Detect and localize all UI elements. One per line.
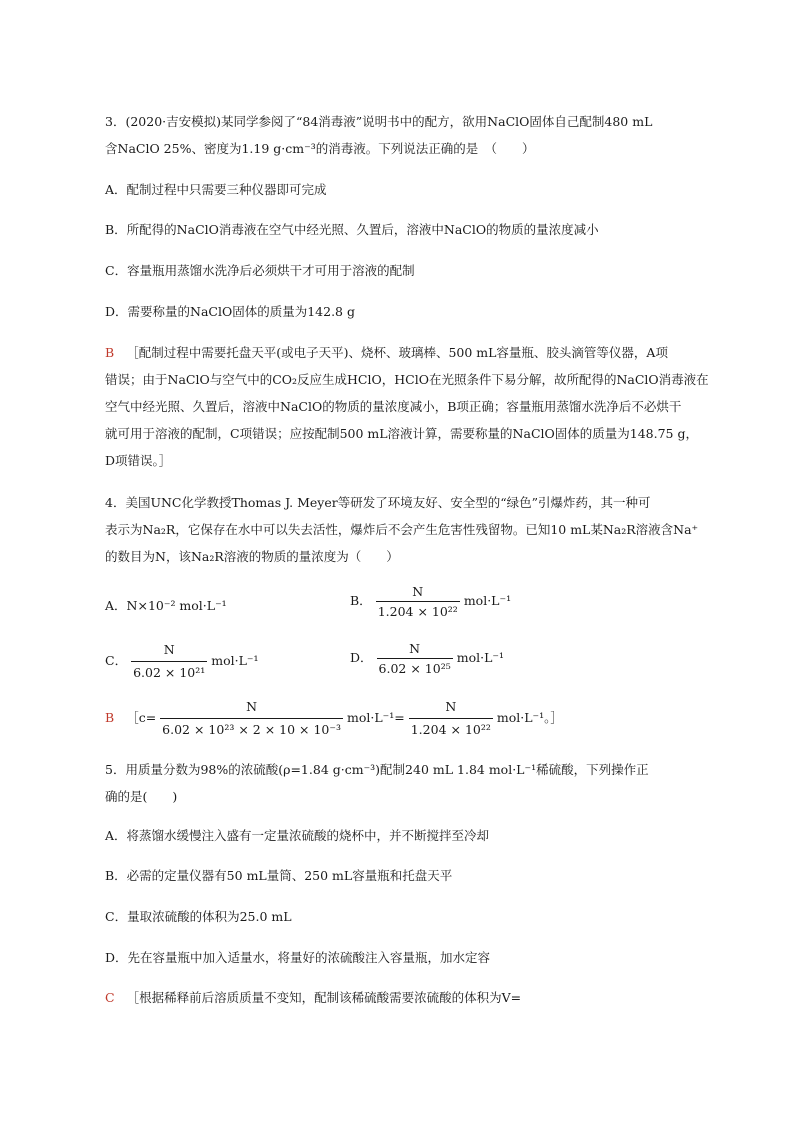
- q4-option-d-label: D．: [350, 650, 373, 665]
- q3-option-a: A．配制过程中只需要三种仪器即可完成: [105, 182, 327, 197]
- fraction-numerator: N: [131, 641, 207, 662]
- q4-option-d-fraction: [377, 641, 453, 676]
- fraction-denominator: 1.204 × 10²²: [410, 722, 491, 737]
- fraction-numerator: N: [377, 641, 453, 659]
- q4-exp-fraction1: [160, 698, 343, 739]
- q4-answer: B: [105, 710, 115, 725]
- fraction-denominator: 6.02 × 10²³ × 2 × 10 × 10⁻³: [162, 722, 341, 737]
- q3-option-c: C．容量瓶用蒸馏水洗净后必须烘干才可用于溶液的配制: [105, 263, 415, 278]
- q4-stem-line2: 表示为Na₂R，它保存在水中可以失去活性，爆炸后不会产生危害性残留物。已知10 mL某Na₂R溶液含Na⁺: [105, 522, 699, 537]
- q4-option-d: [350, 641, 504, 676]
- q3-answer: B: [105, 345, 115, 360]
- q4-option-a: A．N×10⁻² mol·L⁻¹: [105, 598, 227, 613]
- q3-stem-line1: 3．(2020·吉安模拟)某同学参阅了“84消毒液”说明书中的配方，欲用NaClO固体自己配制480 mL: [105, 114, 653, 129]
- q4-option-b: [350, 584, 511, 619]
- q4-stem-line1: 4．美国UNC化学教授Thomas J. Meyer等研发了环境友好、安全型的“绿色”引爆炸药，其一种可: [105, 495, 651, 510]
- q4-stem-line3: 的数目为N，该Na₂R溶液的物质的量浓度为（ ）: [105, 549, 399, 564]
- fraction-denominator: 6.02 × 10²⁵: [378, 661, 451, 676]
- fraction-denominator: 1.204 × 10²²: [377, 604, 458, 619]
- q5-explanation-line1: [105, 989, 521, 1007]
- unit-label: mol·L⁻¹: [456, 650, 504, 665]
- q4-exp-fraction2: [409, 698, 493, 739]
- q3-explanation-line4: 就可用于溶液的配制，C项错误；应按配制500 mL溶液计算，需要称量的NaClO固体的质量为148.75 g，: [105, 426, 698, 441]
- q5-option-c: C．量取浓硫酸的体积为25.0 mL: [105, 909, 292, 924]
- q4-option-c-fraction: [131, 641, 207, 682]
- q4-exp-suffix: mol·L⁻¹。］: [496, 710, 563, 725]
- q3-exp-text1: ［配制过程中需要托盘天平(或电子天平)、烧杯、玻璃棒、500 mL容量瓶、胶头滴管等仪器，A项: [126, 345, 668, 360]
- q5-answer: C: [105, 990, 115, 1005]
- q4-explanation: [105, 698, 563, 739]
- fraction-numerator: N: [376, 584, 460, 602]
- q3-option-b: B．所配得的NaClO消毒液在空气中经光照、久置后，溶液中NaClO的物质的量浓度减小: [105, 222, 599, 237]
- fraction-numerator: N: [409, 698, 493, 719]
- q3-option-d: D．需要称量的NaClO固体的质量为142.8 g: [105, 304, 355, 319]
- q5-option-a: A．将蒸馏水缓慢注入盛有一定量浓硫酸的烧杯中，并不断搅拌至冷却: [105, 828, 490, 843]
- q5-option-b: B．必需的定量仪器有50 mL量筒、250 mL容量瓶和托盘天平: [105, 868, 453, 883]
- q3-explanation-line1: [105, 344, 668, 362]
- q5-stem-line1: 5．用质量分数为98%的浓硫酸(ρ=1.84 g·cm⁻³)配制240 mL 1.84 mol·L⁻¹稀硫酸，下列操作正: [105, 762, 649, 777]
- fraction-numerator: N: [160, 698, 343, 719]
- q4-option-c: [105, 641, 259, 682]
- unit-label: mol·L⁻¹: [211, 653, 259, 668]
- q3-explanation-line3: 空气中经光照、久置后，溶液中NaClO的物质的量浓度减小，B项正确；容量瓶用蒸馏水洗净后不必烘干: [105, 399, 682, 414]
- q4-option-b-label: B．: [350, 593, 372, 608]
- q4-option-c-label: C．: [105, 653, 128, 668]
- q3-stem-line2: 含NaClO 25%、密度为1.19 g·cm⁻³的消毒液。下列说法正确的是 （ ）: [105, 141, 535, 156]
- q5-exp-text1: ［根据稀释前后溶质质量不变知，配制该稀硫酸需要浓硫酸的体积为V=: [126, 990, 522, 1005]
- unit-label: mol·L⁻¹: [463, 593, 512, 608]
- q4-option-b-fraction: [376, 584, 460, 619]
- q4-exp-mid: mol·L⁻¹=: [347, 710, 405, 725]
- q5-option-d: D．先在容量瓶中加入适量水，将量好的浓硫酸注入容量瓶，加水定容: [105, 950, 491, 965]
- q3-explanation-line2: 错误；由于NaClO与空气中的CO₂反应生成HClO，HClO在光照条件下易分解，故所配得的NaClO消毒液在: [105, 372, 709, 387]
- q3-explanation-line5: D项错误。］: [105, 453, 172, 468]
- fraction-denominator: 6.02 × 10²¹: [133, 665, 206, 680]
- q5-stem-line2: 确的是( ): [105, 789, 178, 804]
- q4-exp-prefix: ［c=: [126, 710, 157, 725]
